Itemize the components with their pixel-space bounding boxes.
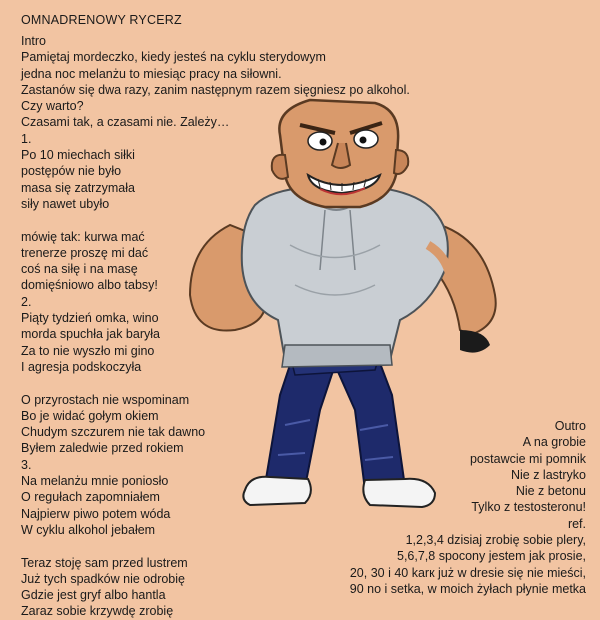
lyric-line: postępów nie było <box>21 164 122 179</box>
lyric-line: Czy warto? <box>21 99 84 114</box>
lyric-line: Zaraz sobie krzywdę zrobię <box>21 604 174 619</box>
outro-line: postawcie mi pomnik <box>469 451 586 466</box>
lyric-line: Najpierw piwo potem wóda <box>21 506 171 521</box>
lyric-line: mówię tak: kurwa mać <box>21 229 145 244</box>
lyric-line: coś na siłę i na masę <box>21 262 138 277</box>
lyric-line: O przyrostach nie wspominam <box>21 392 190 407</box>
lyric-line: siły nawet ubyło <box>21 196 110 211</box>
lyric-line: Chudym szczurem nie tak dawno <box>21 425 206 440</box>
lyric-line: morda spuchła jak baryła <box>21 327 160 342</box>
lyric-line: Piąty tydzień omka, wino <box>21 311 159 326</box>
lyric-line: Intro <box>21 34 47 48</box>
head <box>272 100 408 207</box>
lyric-line: I agresja podskoczyła <box>21 359 142 374</box>
lyric-line: 3. <box>21 457 32 472</box>
shoes <box>243 477 435 507</box>
lyric-line: 1. <box>21 131 32 146</box>
lyric-line: Gdzie jest gryf albo hantla <box>21 588 166 603</box>
outro-line: 5,6,7,8 spocony jestem jak prosie, <box>397 549 586 564</box>
outro-line: A na grobie <box>522 435 586 450</box>
lyric-line: Po 10 miechach siłki <box>21 148 135 163</box>
lyric-line: Byłem zaledwie przed rokiem <box>21 441 184 456</box>
lyric-line: Zastanów się dwa razy, zanim następnym razem sięgniesz po alkohol. <box>21 82 410 97</box>
lyric-line: Za to nie wyszło mi gino <box>21 343 155 358</box>
lyric-line: trenerze proszę mi dać <box>21 245 149 260</box>
lyric-line: jedna noc melanżu to miesiąc pracy na siłowni. <box>21 66 282 81</box>
hoodie <box>242 187 450 367</box>
lyric-line: Teraz stoję sam przed lustrem <box>21 555 188 570</box>
lyric-line: Już tych spadków nie odrobię <box>21 571 185 586</box>
outro-line: Nie z lastryko <box>510 467 586 482</box>
lyric-line: domięśniowo albo tabsy! <box>21 278 158 293</box>
outro-line: 1,2,3,4 dzisiaj zrobię sobie plery, <box>405 533 586 548</box>
lyric-line: Bo je widać gołym okiem <box>21 408 159 423</box>
outro-line: 90 no i setka, w moich żyłach płynie metka <box>349 581 586 596</box>
lyric-line: Na melanżu mnie poniosło <box>21 474 169 489</box>
lyric-line: O regułach zapomniałem <box>21 490 160 505</box>
lyric-line: 2. <box>21 294 32 309</box>
lyric-line: masa się zatrzymała <box>21 180 135 195</box>
outro-line: ref. <box>567 516 586 531</box>
outro-line: 20, 30 i 40 karк już w dresie się nie mieści, <box>349 565 586 580</box>
cartoon-bodybuilder-illustration <box>160 95 510 515</box>
outro-line: Nie z betonu <box>515 484 586 499</box>
lyric-line: Czasami tak, a czasami nie. Zależy… <box>21 115 230 130</box>
outro-line: Tylko z testosteronu! <box>471 500 586 515</box>
lyric-line: Pamiętaj mordeczko, kiedy jesteś na cyklu sterydowym <box>21 50 326 65</box>
song-title: OMNADRENOWY RYCERZ <box>21 13 182 27</box>
lyric-line: W cyklu alkohol jebałem <box>21 522 156 537</box>
outro-line: Outro <box>554 419 586 433</box>
jeans <box>265 350 405 490</box>
